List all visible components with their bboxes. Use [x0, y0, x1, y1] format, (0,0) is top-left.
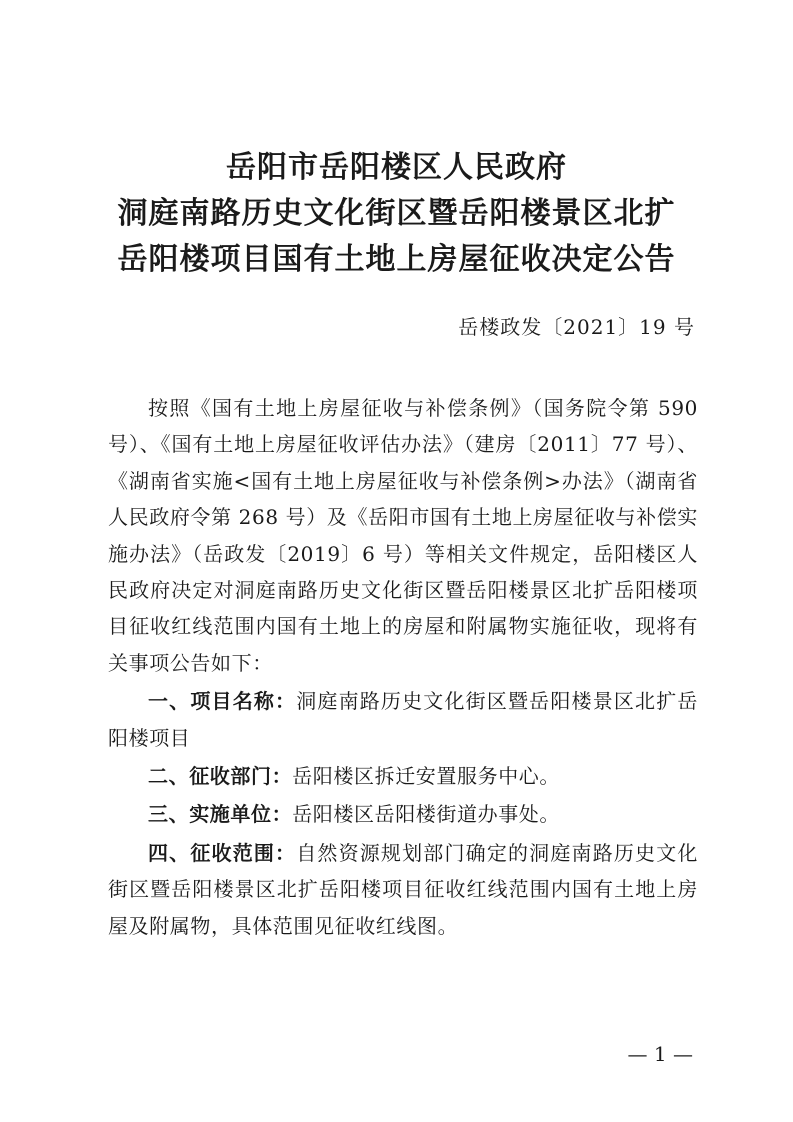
section-project-name [108, 683, 698, 756]
section-expropriation-dept [108, 758, 698, 794]
title-line-3: 岳阳楼项目国有土地上房屋征收决定公告 [117, 242, 676, 277]
section-implementing-unit [108, 796, 698, 832]
document-number: 岳楼政发〔2021〕19 号 [458, 315, 695, 339]
section-label: 三、实施单位： [148, 802, 293, 827]
section-label: 二、征收部门： [148, 764, 293, 789]
section-text: 岳阳楼区拆迁安置服务中心。 [292, 764, 561, 789]
document-title [70, 145, 723, 283]
document-body [108, 390, 698, 944]
section-label: 一、项目名称： [148, 689, 297, 714]
section-text: 岳阳楼区岳阳楼街道办事处。 [292, 802, 561, 827]
section-text: 自然资源规划部门确定的洞庭南路历史文化街区暨岳阳楼景区北扩岳阳楼项目征收红线范围内国有土地上房屋及附属物，具体范围见征收红线图。 [108, 840, 698, 938]
title-line-2: 洞庭南路历史文化街区暨岳阳楼景区北扩 [117, 196, 676, 231]
page-number: — 1 — [627, 1042, 693, 1066]
title-line-1: 岳阳市岳阳楼区人民政府 [226, 150, 567, 185]
section-label: 四、征收范围： [148, 840, 297, 865]
intro-paragraph: 按照《国有土地上房屋征收与补偿条例》（国务院令第 590 号）、《国有土地上房屋征收评估办法》（建房〔2011〕77 号）、《湖南省实施<国有土地上房屋征收与补偿条例>办法》（湖南省人民政府令第 268 号）及《岳阳市国有土地上房屋征收与补偿实施办法》（岳政发〔2019〕6 号）等相关文件规定，岳阳楼区人民政府决定对洞庭南路历史文化街区暨岳阳楼景区北扩岳阳楼项目征收红线范围内国有土地上的房屋和附属物实施征收，现将有关事项公告如下： [108, 396, 698, 675]
section-expropriation-scope [108, 835, 698, 944]
section-text: 洞庭南路历史文化街区暨岳阳楼景区北扩岳阳楼项目 [108, 689, 698, 750]
